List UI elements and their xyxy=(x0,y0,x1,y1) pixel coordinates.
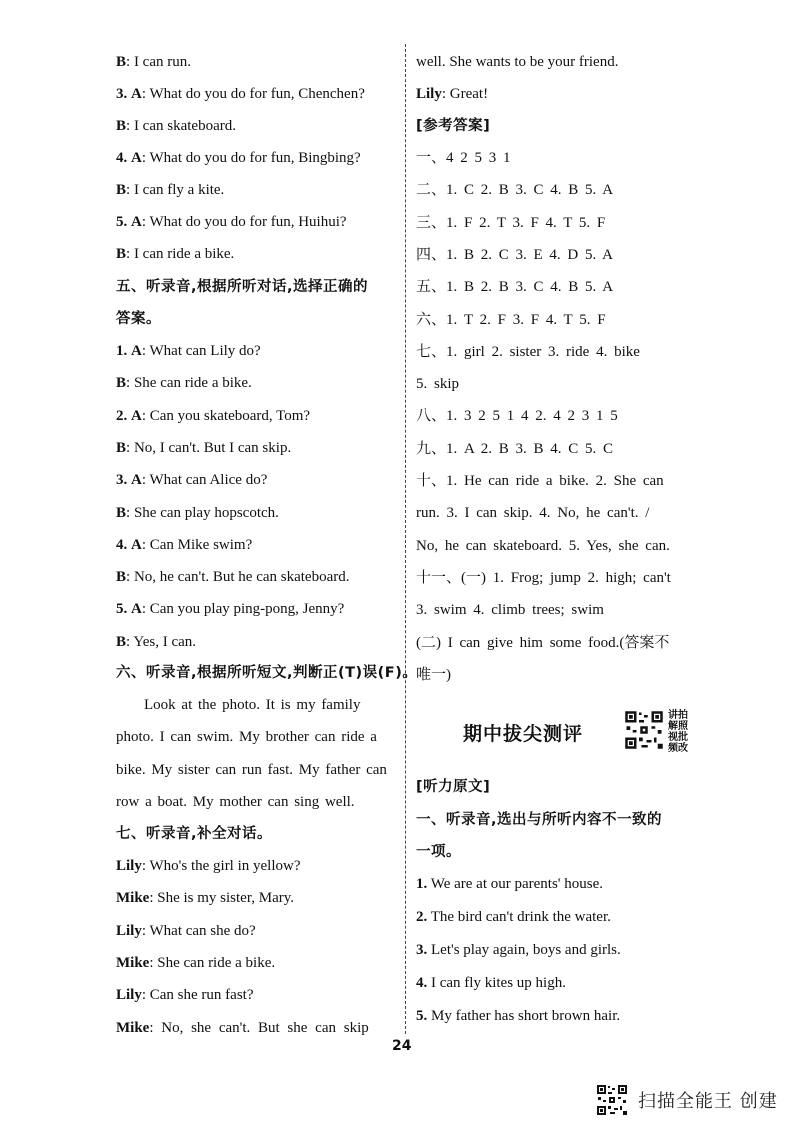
item-number: 4. xyxy=(416,975,428,991)
dialogue-text: What can Alice do? xyxy=(149,472,268,489)
dialogue-text: Can you skateboard, Tom? xyxy=(149,407,311,424)
section-heading: 答案。 xyxy=(116,311,161,327)
speaker-label: B xyxy=(116,633,127,650)
dialogue-text: What can she do? xyxy=(149,922,256,939)
section-heading: 一、听录音,选出与所听内容不一致的 xyxy=(416,812,663,828)
dialogue-text: Can she run fast? xyxy=(149,987,254,1004)
dialogue-text: No, he can't. But he can skateboard. xyxy=(133,569,350,586)
qr-label-line: 讲拍 xyxy=(668,710,688,721)
speaker-label: B xyxy=(116,246,127,262)
section-heading: 一项。 xyxy=(416,844,461,860)
dialogue-text: Let's play again, boys and girls. xyxy=(431,942,621,958)
answer-line: 七、1. girl 2. sister 3. ride 4. bike xyxy=(416,343,640,360)
section-heading: 五、听录音,根据所听对话,选择正确的 xyxy=(116,279,369,295)
dialogue-line: 2. A: Can you skateboard, Tom? xyxy=(116,407,311,424)
answer-line: 十一、(一) 1. Frog; jump 2. high; can't xyxy=(416,569,671,586)
answer-line: 十、1. He can ride a bike. 2. She can xyxy=(416,473,664,489)
dialogue-line: B: No, he can't. But he can skateboard. xyxy=(116,569,350,586)
dialogue-line: Lily: Great! xyxy=(416,86,489,102)
watermark-text: 扫描全能王 创建 xyxy=(638,1091,778,1112)
speaker-label: Lily xyxy=(116,987,142,1004)
answer-line: 五、1. B 2. B 3. C 4. B 5. A xyxy=(416,279,614,296)
dialogue-text: I can run. xyxy=(133,54,191,70)
dialogue-line: Mike: She is my sister, Mary. xyxy=(116,890,295,907)
qr-label-line: 视批 xyxy=(668,732,688,743)
answer-line: 九、1. A 2. B 3. B 4. C 5. C xyxy=(416,440,614,457)
speaker-label: A xyxy=(131,214,142,230)
dialogue-line: B: No, I can't. But I can skip. xyxy=(116,439,292,456)
dialogue-line: Lily: Can she run fast? xyxy=(116,987,254,1004)
answer-line: 唯一) xyxy=(416,666,451,683)
item-number: 3. xyxy=(116,472,128,489)
speaker-label: B xyxy=(116,375,127,392)
dialogue-text: Can you play ping-pong, Jenny? xyxy=(149,601,345,618)
speaker-label: B xyxy=(116,504,127,521)
dialogue-text: We are at our parents' house. xyxy=(430,876,603,892)
speaker-label: B xyxy=(116,569,127,586)
dialogue-line: B: I can run. xyxy=(116,54,191,70)
item-number: 1. xyxy=(416,876,428,892)
qr-code-icon[interactable] xyxy=(624,710,664,750)
speaker-label: A xyxy=(131,86,142,102)
dialogue-text: She can ride a bike. xyxy=(133,375,252,392)
dialogue-line xyxy=(416,973,566,993)
item-number: 3. xyxy=(116,86,128,102)
dialogue-line xyxy=(416,940,621,960)
dialogue-line: B: I can skateboard. xyxy=(116,118,236,134)
item-number: 5. xyxy=(416,1008,428,1024)
page-number: 24 xyxy=(392,1038,412,1054)
dialogue-text: I can skateboard. xyxy=(133,118,236,134)
item-number: 2. xyxy=(116,407,128,424)
dialogue-line: 4. A: Can Mike swim? xyxy=(116,536,253,553)
dialogue-text: No, she can't. But she can skip xyxy=(161,1019,369,1036)
dialogue-text: She is my sister, Mary. xyxy=(157,890,295,907)
test-title: 期中拔尖测评 xyxy=(463,723,584,745)
speaker-label: Lily xyxy=(416,86,442,102)
speaker-label: Lily xyxy=(116,858,142,874)
dialogue-text: I can fly a kite. xyxy=(133,182,225,198)
dialogue-text: Who's the girl in yellow? xyxy=(149,858,301,874)
answer-line: (二) I can give him some food.(答案不 xyxy=(416,634,670,651)
dialogue-text: Can Mike swim? xyxy=(149,536,253,553)
speaker-label: B xyxy=(116,439,127,456)
dialogue-line: B: She can play hopscotch. xyxy=(116,504,279,521)
dialogue-line: Lily: What can she do? xyxy=(116,922,256,939)
dialogue-text: What do you do for fun, Bingbing? xyxy=(149,150,361,166)
speaker-label: Mike xyxy=(116,954,150,971)
passage-line: photo. I can swim. My brother can ride a xyxy=(116,729,377,746)
dialogue-text: I can ride a bike. xyxy=(133,246,235,262)
section-heading: 七、听录音,补全对话。 xyxy=(116,826,273,842)
speaker-label: Mike xyxy=(116,1019,150,1036)
dialogue-text: No, I can't. But I can skip. xyxy=(133,439,292,456)
section-heading: 六、听录音,根据所听短文,判断正(T)误(F)。 xyxy=(116,665,418,681)
qr-code-icon xyxy=(596,1084,628,1116)
answer-line: 三、1. F 2. T 3. F 4. T 5. F xyxy=(416,214,606,231)
speaker-label: B xyxy=(116,118,127,134)
dialogue-line: B: I can ride a bike. xyxy=(116,246,235,262)
speaker-label: A xyxy=(131,343,142,359)
dialogue-line xyxy=(416,52,618,72)
passage-line: bike. My sister can run fast. My father can xyxy=(116,761,387,778)
dialogue-line: 4. A: What do you do for fun, Bingbing? xyxy=(116,150,361,166)
dialogue-text: What can Lily do? xyxy=(149,343,261,359)
speaker-label: A xyxy=(131,601,142,618)
speaker-label: A xyxy=(131,472,142,489)
answer-line: No, he can skateboard. 5. Yes, she can. xyxy=(416,537,670,554)
dialogue-text: What do you do for fun, Chenchen? xyxy=(149,86,365,102)
item-number: 5. xyxy=(116,214,128,230)
answer-line: 一、4 2 5 3 1 xyxy=(416,150,511,166)
answer-line: run. 3. I can skip. 4. No, he can't. / xyxy=(416,505,650,522)
dialogue-text: Great! xyxy=(449,86,489,102)
speaker-label: Mike xyxy=(116,890,150,907)
dialogue-line: 5. A: Can you play ping-pong, Jenny? xyxy=(116,601,345,618)
answer-line: 3. swim 4. climb trees; swim xyxy=(416,602,604,619)
passage-line: Look at the photo. It is my family xyxy=(144,697,361,713)
dialogue-line: Lily: Who's the girl in yellow? xyxy=(116,858,301,874)
answer-line: 六、1. T 2. F 3. F 4. T 5. F xyxy=(416,311,606,328)
dialogue-line: Mike: No, she can't. But she can skip xyxy=(116,1019,369,1036)
dialogue-line: 5. A: What do you do for fun, Huihui? xyxy=(116,214,347,230)
item-number: 5. xyxy=(116,601,128,618)
dialogue-line: B: Yes, I can. xyxy=(116,633,197,650)
dialogue-line: Mike: She can ride a bike. xyxy=(116,954,276,971)
dialogue-text: The bird can't drink the water. xyxy=(430,909,611,925)
answer-line: 5. skip xyxy=(416,376,460,393)
dialogue-line: B: She can ride a bike. xyxy=(116,375,252,392)
camscanner-watermark xyxy=(596,1082,778,1118)
qr-label-line: 解照 xyxy=(668,721,688,732)
item-number: 4. xyxy=(116,150,128,166)
dialogue-text: She can ride a bike. xyxy=(157,954,276,971)
passage-line: row a boat. My mother can sing well. xyxy=(116,793,355,810)
speaker-label: B xyxy=(116,54,127,70)
speaker-label: B xyxy=(116,182,127,198)
dialogue-line: B: I can fly a kite. xyxy=(116,182,225,198)
item-number: 1. xyxy=(116,343,128,359)
speaker-label: A xyxy=(131,150,142,166)
answer-line: 四、1. B 2. C 3. E 4. D 5. A xyxy=(416,246,614,263)
dialogue-line xyxy=(416,874,603,894)
dialogue-line: 3. A: What can Alice do? xyxy=(116,472,268,489)
dialogue-text: My father has short brown hair. xyxy=(431,1008,621,1024)
dialogue-line xyxy=(416,907,611,927)
dialogue-line xyxy=(416,1006,620,1026)
answer-line: 八、1. 3 2 5 1 4 2. 4 2 3 1 5 xyxy=(416,408,618,425)
answers-heading: [参考答案] xyxy=(416,118,491,134)
dialogue-line: 3. A: What do you do for fun, Chenchen? xyxy=(116,86,365,102)
dialogue-text: She can play hopscotch. xyxy=(133,504,279,521)
item-number: 4. xyxy=(116,536,128,553)
column-divider xyxy=(405,44,406,1034)
item-number: 3. xyxy=(416,942,428,958)
speaker-label: Lily xyxy=(116,922,142,939)
speaker-label: A xyxy=(131,407,142,424)
item-number: 2. xyxy=(416,909,428,925)
dialogue-text: What do you do for fun, Huihui? xyxy=(149,214,347,230)
dialogue-text: I can fly kites up high. xyxy=(431,975,566,991)
dialogue-text: Yes, I can. xyxy=(133,633,197,650)
dialogue-text: well. She wants to be your friend. xyxy=(416,54,619,70)
qr-label-line: 频改 xyxy=(668,743,688,754)
transcript-heading: [听力原文] xyxy=(416,779,491,795)
dialogue-line: 1. A: What can Lily do? xyxy=(116,343,261,359)
speaker-label: A xyxy=(131,536,142,553)
answer-line: 二、1. C 2. B 3. C 4. B 5. A xyxy=(416,182,614,199)
